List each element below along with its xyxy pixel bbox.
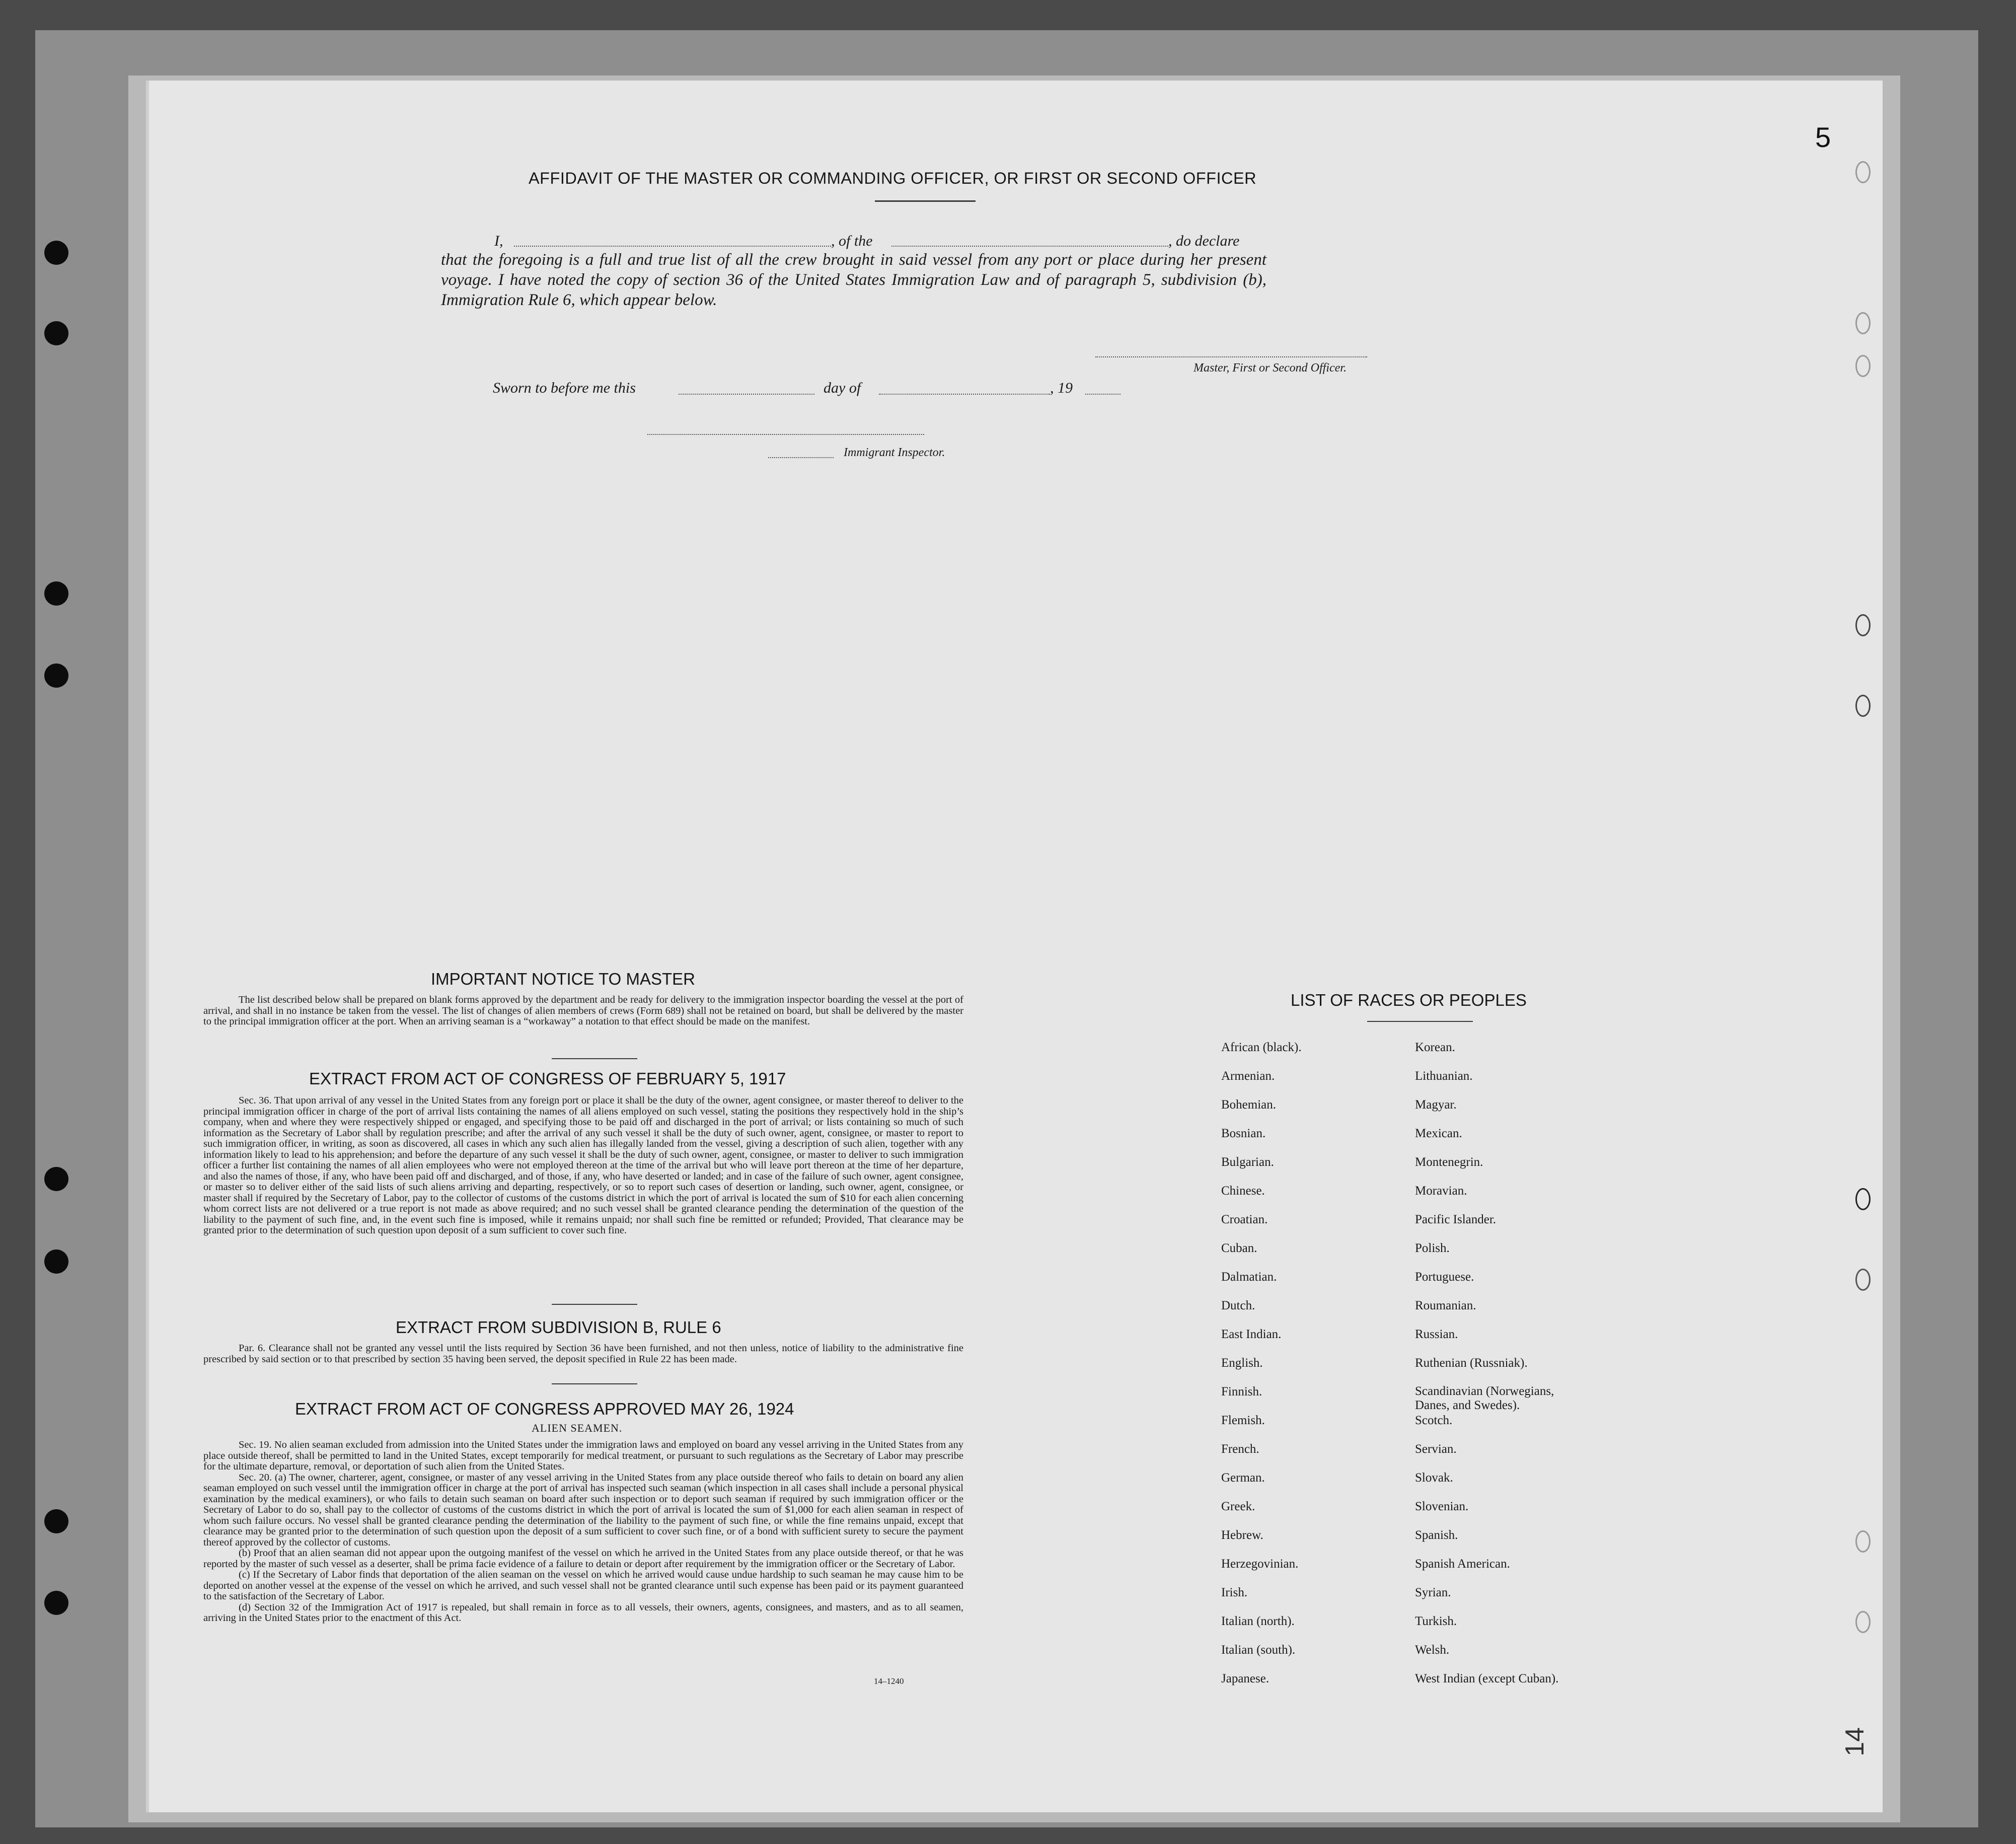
section-20a-paragraph: Sec. 20. (a) The owner, charterer, agent, consignee, or master of any vessel arriving in the United States from any place outside thereof who fails to detain on board any alien seaman employed on such vessel until the immigration officer in charge at the port of arrival has inspected such seaman (which inspection in all cases shall include a personal physical examination by the medical examiners), or who fails to detain such seaman on board after such inspection or to deport such seaman if required by such immigration officer or the Secretary of Labor to do so, shall pay to the collector of customs of the customs district in which the port of arrival is located the sum of $1,000 for each alien seaman in respect of whom such failure occurs. No vessel shall be granted clearance pending the determination of the liability to the payment of such fine, or while the fine remains unpaid, except that clearance may be granted prior to the determination of such question upon the deposit of a sum sufficient to cover such fine, or of a bond with sufficient surety to secure the payment thereof approved by the collector of customs.: [203, 1471, 963, 1548]
race-item: Bohemian.: [1221, 1098, 1277, 1112]
race-item: Croatian.: [1221, 1213, 1268, 1226]
race-item: Flemish.: [1221, 1414, 1265, 1427]
extract-1917-body: Sec. 36. That upon arrival of any vessel in the United States from any foreign port or place it shall be the duty of the owner, agent consignee, or master thereof to deliver to the principal immigration officer in charge of the port of arrival lists containing the names of all aliens employed on such vessel, stating the positions they respectively hold in the ship’s company, when and where they were respectively shipped or engaged, and specifying those to be paid off and discharged in the port of arrival; or lists containing so much of such information as the Secretary of Labor shall by regulation prescribe; and after the arrival of any such vessel it shall be the duty of such owner, agent, consignee, or master to report to such immigration officer, in writing, as soon as discovered, all cases in which any such alien has illegally landed from the vessel, giving a description of such alien, together with any information likely to lead to his apprehension; and before the departure of any such vessel it shall be the duty of such owner, agent, consignee, or master to deliver to such immigration officer a further list containing the names of all alien employees who were not employed thereon at the time of the arrival but who will leave port thereon at the time of her departure, and also the names of those, if any, who have been paid off and discharged, and of those, if any, who have deserted or landed; and in case of the failure of such owner, agent consignee, or master so to deliver either of the said lists of such aliens arriving and departing, respectively, or so to report such cases of desertion or landing, such owner, agent, consignee, or master shall if required by the Secretary of Labor, pay to the collector of customs of the customs district in which the port of arrival is located the sum of $10 for each alien concerning whom correct lists are not delivered or a true report is not made as above required; and no such vessel shall be granted clearance pending the determination of the question of the liability to the payment of such fine, and, in the event such fine is imposed, while it remains unpaid; nor shall such fine be remitted or refunded; Provided, That clearance may be granted prior to the determination of such question upon deposit of a sum sufficient to cover such fine.: [203, 1095, 963, 1236]
race-item: English.: [1221, 1356, 1263, 1370]
sworn-month-line: [879, 394, 1050, 395]
affidavit-body: that the foregoing is a full and true list of all the crew brought in said vessel from any port or place during her present voyage. I have noted the copy of section 36 of the United States Immigration Law and of paragraph 5, subdivision (b), Immigration Rule 6, which appear below.: [441, 251, 1266, 309]
race-item: Cuban.: [1221, 1241, 1257, 1255]
extract-rule6-body: Par. 6. Clearance shall not be granted any vessel until the lists required by Section 36 have been furnished, and not then unless, notice of liability to the administrative fine prescribed by said section or to that prescribed by section 35 having been served, the deposit specified in Rule 22 has been made.: [203, 1343, 963, 1365]
race-item: Scotch.: [1415, 1414, 1453, 1427]
notice-rule: [552, 1058, 637, 1059]
extract-1924-subtitle: ALIEN SEAMEN.: [532, 1422, 623, 1434]
punch-hole: [44, 1591, 68, 1615]
hole-outline: [1855, 1530, 1871, 1553]
race-item: Dalmatian.: [1221, 1270, 1277, 1284]
punch-hole: [44, 1249, 68, 1274]
punch-hole: [44, 581, 68, 606]
race-item: West Indian (except Cuban).: [1415, 1672, 1559, 1685]
year-line: [1085, 394, 1121, 395]
extract-1924-title: EXTRACT FROM ACT OF CONGRESS APPROVED MAY 26, 1924: [295, 1399, 794, 1418]
inspector-short-line: [768, 457, 834, 458]
notice-body: The list described below shall be prepared on blank forms approved by the department and be ready for delivery to the immigration inspector boarding the vessel at the port of arrival, and shall in no instance be taken from the vessel. The list of changes of alien members of crews (Form 689) shall not be retained on board, but shall be delivered by the master to the principal immigration officer at the port. When an arriving seaman is a “workaway” a notation to that effect should be made on the manifest.: [203, 994, 963, 1027]
races-title: LIST OF RACES OR PEOPLES: [1291, 991, 1527, 1009]
form-number: 14–1240: [874, 1676, 904, 1686]
inspector-caption: Immigrant Inspector.: [844, 446, 945, 459]
race-item: Magyar.: [1415, 1098, 1457, 1112]
punch-hole: [44, 1167, 68, 1191]
vessel-line: [891, 246, 1168, 247]
race-item: Italian (south).: [1221, 1643, 1296, 1657]
race-item: Spanish.: [1415, 1528, 1458, 1542]
extract-1924-body: [203, 1440, 963, 1624]
race-item: Herzegovinian.: [1221, 1557, 1299, 1571]
form-sheet: [146, 81, 1883, 1812]
race-item: French.: [1221, 1442, 1259, 1456]
inspector-line: [647, 434, 924, 435]
year-prefix: , 19: [1050, 380, 1073, 396]
race-item: Syrian.: [1415, 1586, 1451, 1599]
race-item: Slovenian.: [1415, 1500, 1469, 1513]
declarant-prefix: I,: [494, 233, 503, 249]
race-item: Bosnian.: [1221, 1127, 1266, 1140]
of-the-text: , of the: [831, 233, 873, 249]
race-item: African (black).: [1221, 1041, 1302, 1054]
bottom-margin-mark: 14: [1840, 1727, 1870, 1756]
corner-mark: 5: [1815, 121, 1831, 153]
section-20b-paragraph: (b) Proof that an alien seaman did not appear upon the outgoing manifest of the vessel on which he arrived in the United States from any place outside thereof, or that he was reported by the master of such vessel as a deserter, shall be prima facie evidence of a failure to detain or deport after requirement by the immigration officer or the Secretary of Labor.: [203, 1547, 963, 1570]
race-item: Finnish.: [1221, 1385, 1262, 1398]
race-item: Welsh.: [1415, 1643, 1450, 1657]
race-item: Irish.: [1221, 1586, 1248, 1599]
hole-outline: [1855, 355, 1871, 377]
race-item: Bulgarian.: [1221, 1155, 1274, 1169]
race-item: Lithuanian.: [1415, 1069, 1473, 1083]
hole-outline: [1855, 1611, 1871, 1633]
punch-hole: [44, 1509, 68, 1533]
race-item: Portuguese.: [1415, 1270, 1474, 1284]
hole-outline: [1855, 1188, 1871, 1210]
race-item: Italian (north).: [1221, 1614, 1295, 1628]
race-item: Spanish American.: [1415, 1557, 1510, 1571]
race-item: Chinese.: [1221, 1184, 1265, 1198]
hole-outline: [1855, 695, 1871, 717]
extract-1917-rule: [552, 1304, 637, 1305]
race-item: Polish.: [1415, 1241, 1450, 1255]
hole-outline: [1855, 161, 1871, 183]
affidavit-title: AFFIDAVIT OF THE MASTER OR COMMANDING OFFICER, OR FIRST OR SECOND OFFICER: [529, 169, 1257, 187]
race-item: Mexican.: [1415, 1127, 1462, 1140]
race-item: Slovak.: [1415, 1471, 1453, 1485]
race-item: Scandinavian (Norwegians, Danes, and Swedes).: [1415, 1384, 1554, 1412]
section-20c-paragraph: (c) If the Secretary of Labor finds that deportation of the alien seaman on the vessel on which he arrived would cause undue hardship to such seaman he may cause him to be deported on another vessel at the expense of the vessel on which he arrived, and such vessel shall not be granted clearance until such expense has been paid or its payment guaranteed to the satisfaction of the Secretary of Labor.: [203, 1569, 963, 1602]
signature-caption: Master, First or Second Officer.: [1193, 361, 1347, 375]
title-rule: [875, 200, 976, 202]
hole-outline: [1855, 614, 1871, 636]
race-item: Russian.: [1415, 1327, 1458, 1341]
race-item: Roumanian.: [1415, 1299, 1476, 1312]
punch-hole: [44, 241, 68, 265]
punch-hole: [44, 663, 68, 688]
race-item: East Indian.: [1221, 1327, 1282, 1341]
race-item: Montenegrin.: [1415, 1155, 1483, 1169]
signature-line: [1095, 356, 1367, 357]
section-19-paragraph: Sec. 19. No alien seaman excluded from admission into the United States under the immigration laws and employed on board any vessel arriving in the United States from any place outside thereof, shall be permitted to land in the United States, except temporarily for medical treatment, or pursuant to such regulations as the Secretary of Labor may prescribe for the ultimate departure, removal, or deportation of such alien from the United States.: [203, 1439, 963, 1472]
extract-rule6-rule: [552, 1383, 637, 1384]
races-left-column: [1221, 1040, 1302, 1700]
race-item: Dutch.: [1221, 1299, 1255, 1312]
notice-title: IMPORTANT NOTICE TO MASTER: [431, 970, 696, 988]
do-declare-text: , do declare: [1168, 233, 1240, 249]
race-item: Hebrew.: [1221, 1528, 1263, 1542]
hole-outline: [1855, 312, 1871, 334]
race-item: German.: [1221, 1471, 1265, 1485]
races-right-column: [1415, 1040, 1581, 1700]
race-item: Turkish.: [1415, 1614, 1457, 1628]
race-item: Pacific Islander.: [1415, 1213, 1497, 1226]
extract-1917-title: EXTRACT FROM ACT OF CONGRESS OF FEBRUARY 5, 1917: [309, 1069, 786, 1088]
punch-hole: [44, 321, 68, 345]
extract-rule6-title: EXTRACT FROM SUBDIVISION B, RULE 6: [396, 1318, 721, 1337]
hole-outline: [1855, 1269, 1871, 1291]
race-item: Korean.: [1415, 1041, 1455, 1054]
race-item: Ruthenian (Russniak).: [1415, 1356, 1528, 1370]
sworn-day-line: [679, 394, 814, 395]
race-item: Japanese.: [1221, 1672, 1270, 1685]
sworn-text: Sworn to before me this: [493, 380, 636, 396]
race-item: Greek.: [1221, 1500, 1255, 1513]
day-of-text: day of: [824, 380, 861, 396]
race-item: Armenian.: [1221, 1069, 1275, 1083]
declarant-name-line: [514, 246, 831, 247]
section-20d-paragraph: (d) Section 32 of the Immigration Act of 1917 is repealed, but shall remain in force as to all vessels, their owners, agents, consignees, and masters, and as to all seamen, arriving in the United States prior to the enactment of this Act.: [203, 1601, 963, 1624]
races-rule: [1367, 1021, 1473, 1022]
race-item: Moravian.: [1415, 1184, 1467, 1198]
race-item: Servian.: [1415, 1442, 1457, 1456]
